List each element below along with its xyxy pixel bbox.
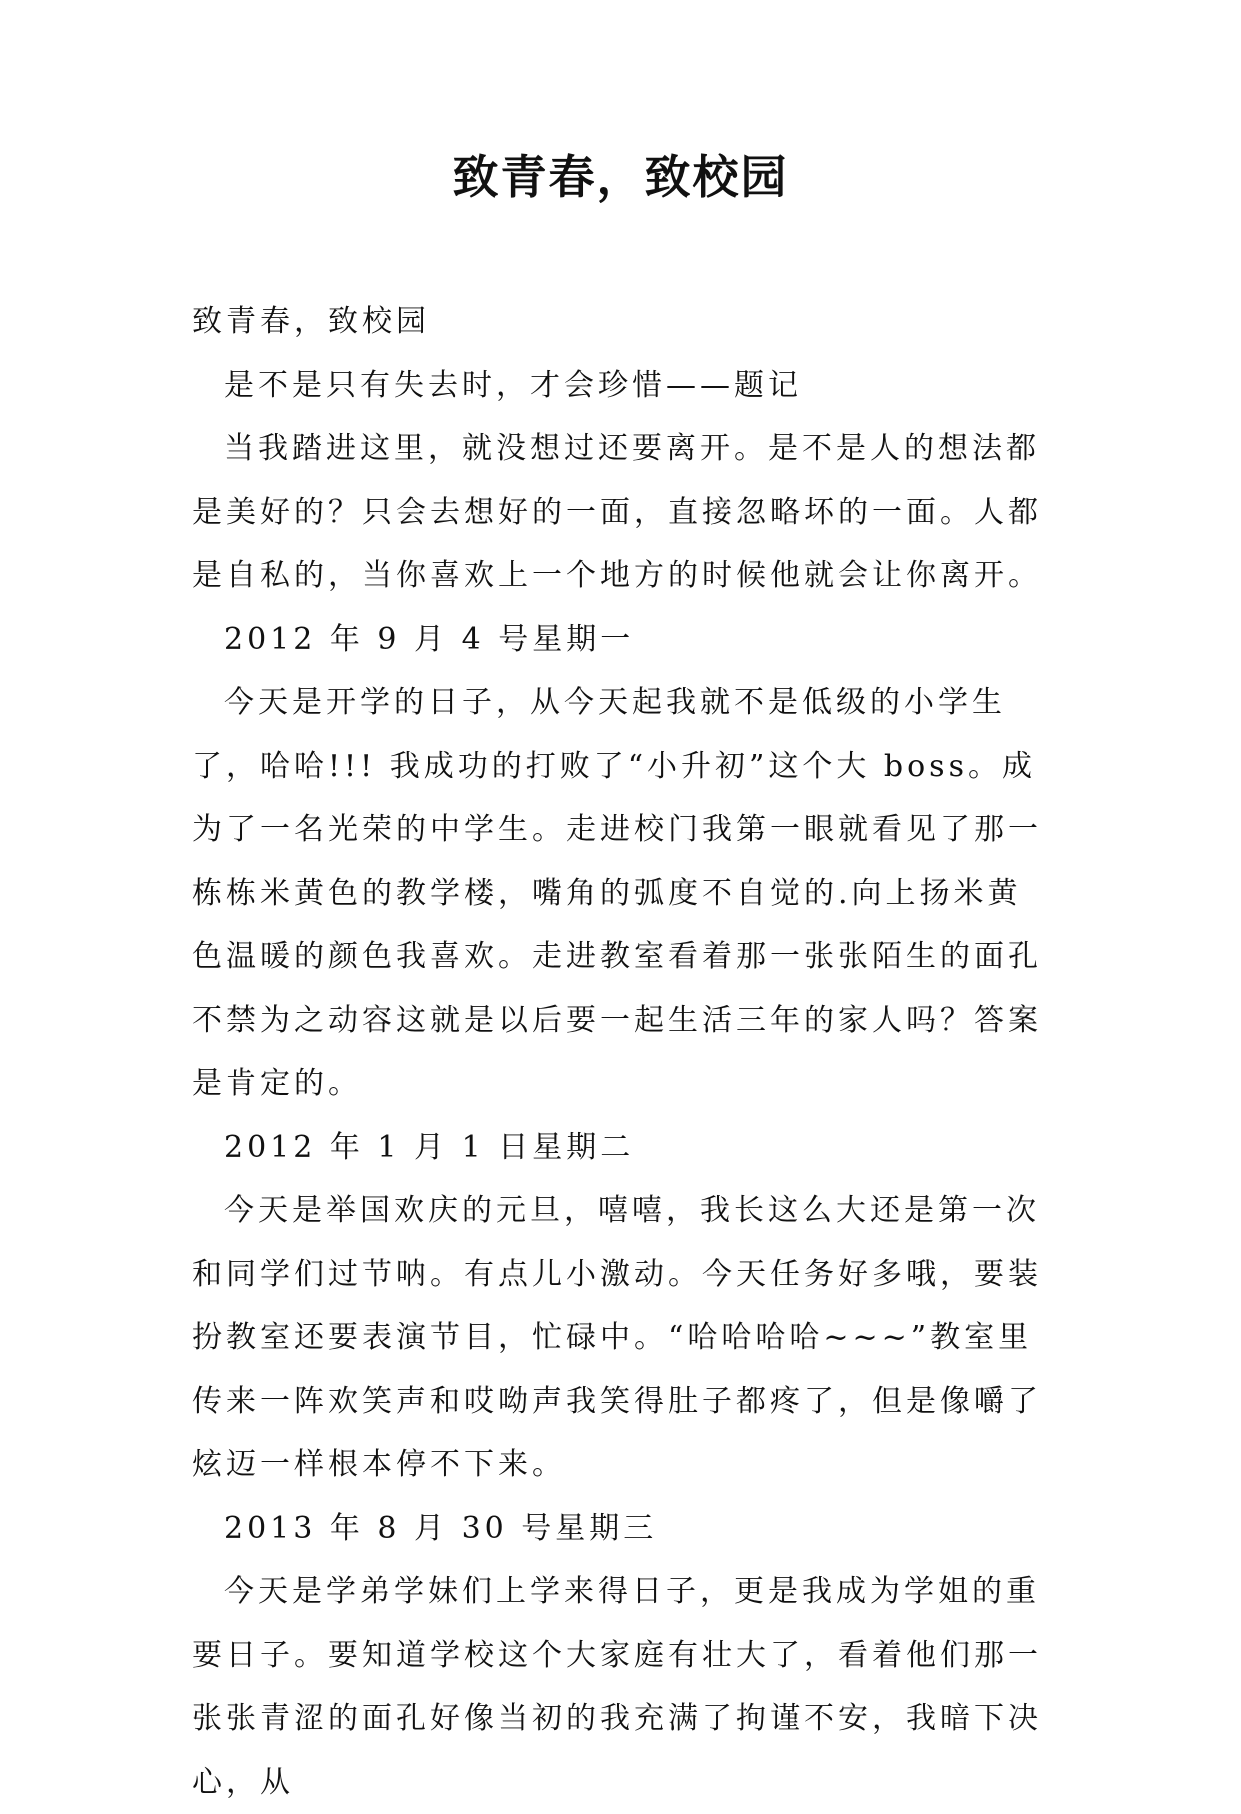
intro-paragraph: 当我踏进这里，就没想过还要离开。是不是人的想法都是美好的？只会去想好的一面，直接忽略坏的一面。人都是自私的，当你喜欢上一个地方的时候他就会让你离开。 <box>192 431 1042 593</box>
document-title: 致青春，致校园 <box>452 150 789 204</box>
diary-entry-3: 今天是学弟学妹们上学来得日子，更是我成为学姐的重要日子。要知道学校这个大家庭有壮大了，看着他们那一张张青涩的面孔好像当初的我充满了拘谨不安，我暗下决心，从 <box>192 1574 1042 1800</box>
subtitle-paragraph: 致青春，致校园 <box>192 304 430 339</box>
document-body <box>192 290 1052 1814</box>
diary-entry-2: 今天是举国欢庆的元旦，嘻嘻，我长这么大还是第一次和同学们过节呐。有点儿小激动。今天任务好多哦，要装扮教室还要表演节目，忙碌中。“哈哈哈哈~~~”教室里传来一阵欢笑声和哎呦声我笑得肚子都疼了，但是像嚼了炫迈一样根本停不下来。 <box>192 1193 1042 1482</box>
date-heading-3: 2013 年 8 月 30 号星期三 <box>224 1510 658 1546</box>
diary-entry-1: 今天是开学的日子，从今天起我就不是低级的小学生了，哈哈!!! 我成功的打败了“小升初”这个大 boss。成为了一名光荣的中学生。走进校门我第一眼就看见了那一栋栋米黄色的教学楼，嘴角的弧度不自觉的.向上扬米黄色温暖的颜色我喜欢。走进教室看着那一张张陌生的面孔不禁为之动容这就是以后要一起生活三年的家人吗？答案是肯定的。 <box>192 685 1042 1101</box>
epigraph-paragraph: 是不是只有失去时，才会珍惜——题记 <box>224 367 802 403</box>
date-heading-2: 2012 年 1 月 1 日星期二 <box>224 1129 635 1165</box>
date-heading-1: 2012 年 9 月 4 号星期一 <box>224 621 635 657</box>
